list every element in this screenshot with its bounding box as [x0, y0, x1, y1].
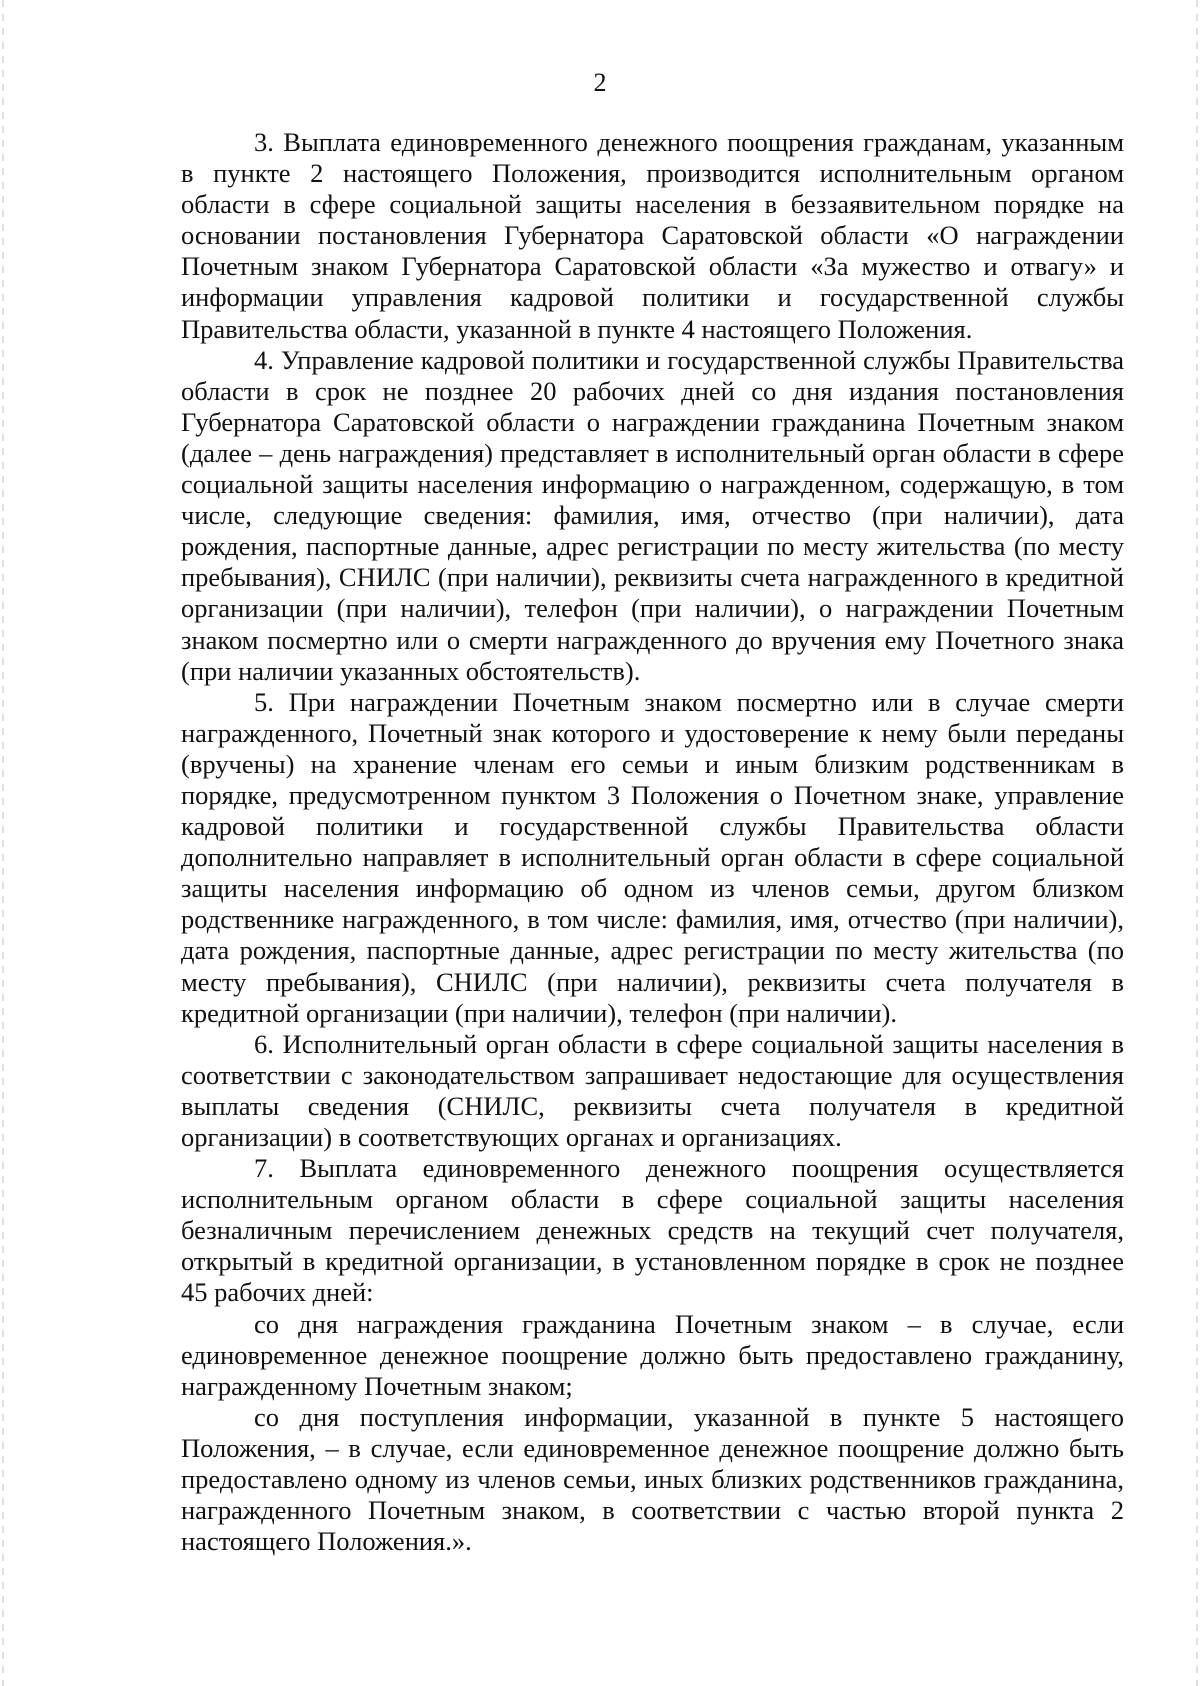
- paragraph-7-case-2: со дня поступления информации, указанной в пункте 5 настоящего Положения, – в случае, если единовременное денежное поощрение должно быть предоставлено одному из членов семьи, иных близких родственников гражданина, награжденного Почетным знаком, в соответствии с частью второй пункта 2 настоящего Положения.».: [181, 1401, 1124, 1557]
- paragraph-4: 4. Управление кадровой политики и государственной службы Правительства области в срок не позднее 20 рабочих дней со дня издания постановления Губернатора Саратовской области о награждении гражданина Почетным знаком (далее – день награждения) представляет в исполнительный орган области в сфере социальной защиты населения информацию о награжденном, содержащую, в том числе, следующие сведения: фамилия, имя, отчество (при наличии), дата рождения, паспортные данные, адрес регистрации по месту жительства (по месту пребывания), СНИЛС (при наличии), реквизиты счета награжденного в кредитной организации (при наличии), телефон (при наличии), о награждении Почетным знаком посмертно или о смерти награжденного до вручения ему Почетного знака (при наличии указанных обстоятельств).: [181, 344, 1124, 686]
- paragraph-7: 7. Выплата единовременного денежного поощрения осуществляется исполнительным органом области в сфере социальной защиты населения безналичным перечислением денежных средств на текущий счет получателя, открытый в кредитной организации, в установленном порядке в срок не позднее 45 рабочих дней:: [181, 1153, 1124, 1308]
- page-number: 2: [593, 68, 607, 97]
- left-scan-edge: [2, 0, 4, 1686]
- paragraph-3: 3. Выплата единовременного денежного поощрения гражданам, указанным в пункте 2 настоящего Положения, производится исполнительным органом области в сфере социальной защиты населения в беззаявительном порядке на основании постановления Губернатора Саратовской области «О награждении Почетным знаком Губернатора Саратовской области «За мужество и отвагу» и информации управления кадровой политики и государственной службы Правительства области, указанной в пункте 4 настоящего Положения.: [181, 127, 1124, 344]
- paragraph-7-case-1: со дня награждения гражданина Почетным знаком – в случае, если единовременное денежное поощрение должно быть предоставлено гражданину, награжденному Почетным знаком;: [181, 1308, 1124, 1401]
- paragraph-6: 6. Исполнительный орган области в сфере социальной защиты населения в соответствии с законодательством запрашивает недостающие для осуществления выплаты сведения (СНИЛС, реквизиты счета получателя в кредитной организации) в соответствующих органах и организациях.: [181, 1028, 1124, 1152]
- paragraph-5: 5. При награждении Почетным знаком посмертно или в случае смерти награжденного, Почетный знак которого и удостоверение к нему были переданы (вручены) на хранение членам его семьи и иным близким родственникам в порядке, предусмотренном пунктом 3 Положения о Почетном знаке, управление кадровой политики и государственной службы Правительства области дополнительно направляет в исполнительный орган области в сфере социальной защиты населения информацию об одном из членов семьи, другом близком родственнике награжденного, в том числе: фамилия, имя, отчество (при наличии), дата рождения, паспортные данные, адрес регистрации по месту жительства (по месту пребывания), СНИЛС (при наличии), реквизиты счета получателя в кредитной организации (при наличии), телефон (при наличии).: [181, 686, 1124, 1028]
- document-body: [181, 127, 1124, 1557]
- right-scan-edge: [1196, 0, 1198, 1686]
